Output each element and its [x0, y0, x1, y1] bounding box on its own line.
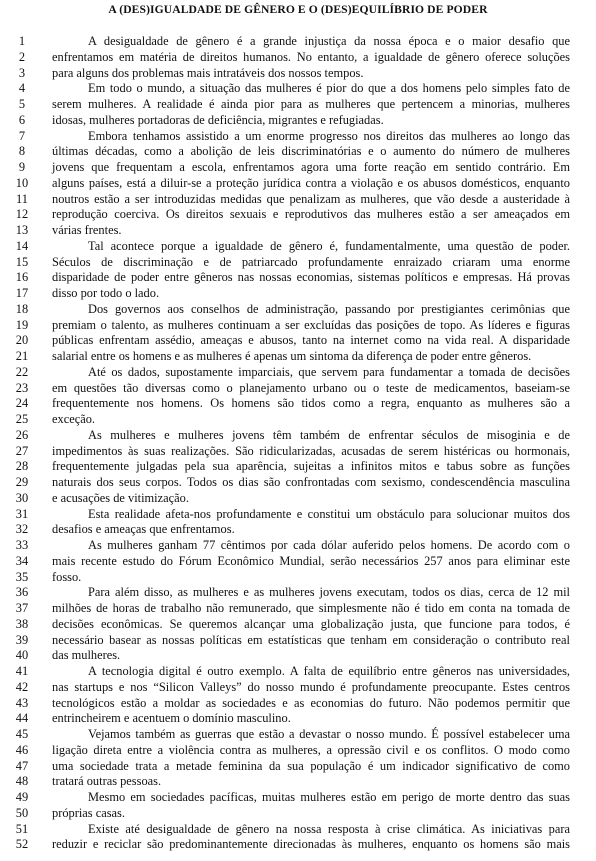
text-line — [0, 743, 596, 759]
line-text: próprias casas. — [52, 805, 125, 820]
line-text: para alguns dos problemas mais intratáveis dos nossos tempos. — [52, 65, 364, 80]
line-text: As mulheres e mulheres jovens têm também de enfrentar séculos de misoginia e de — [88, 427, 570, 442]
text-line — [0, 129, 596, 145]
text-line — [0, 412, 596, 428]
text-line — [0, 837, 596, 853]
line-number: 41 — [15, 664, 29, 678]
line-text: nas startups e nos “Silicon Valleys” do nosso mundo é profundamente preocupante. Estes centros — [52, 679, 570, 694]
line-text: entrincheirem e acentuem o domínio masculino. — [52, 711, 291, 726]
line-number: 23 — [15, 380, 29, 395]
line-number: 5 — [18, 97, 26, 111]
line-text: A tecnologia digital é outro exemplo. A falta de equilíbrio entre gêneros nas universidades, — [88, 664, 570, 678]
line-number: 12 — [15, 207, 29, 222]
text-line — [0, 790, 596, 806]
line-number: 27 — [15, 443, 29, 458]
line-text: A desigualdade de gênero é a grande injustiça da nossa época e o maior desafio que — [88, 34, 570, 48]
text-line — [0, 711, 596, 727]
text-line — [0, 696, 596, 712]
text-line — [0, 601, 596, 617]
line-number: 44 — [15, 711, 29, 726]
text-line — [0, 538, 596, 554]
line-text: As mulheres ganham 77 cêntimos por cada dólar auferido pelos homens. De acordo com o — [88, 538, 570, 552]
line-text: em questões tão diversas como o planejamento urbano ou o teste de medicamentos, baseiam-se — [52, 380, 570, 395]
line-number: 21 — [15, 349, 29, 363]
line-number: 24 — [15, 396, 29, 411]
line-text: naturais dos seus corpos. Todos os dias são confrontadas com sexismo, condescendência masculina — [52, 475, 570, 489]
text-line — [0, 633, 596, 649]
text-line — [0, 727, 596, 743]
line-text: tratará outras pessoas. — [52, 774, 162, 789]
line-text: Existe até desigualdade de gênero na nossa resposta à crise climática. As iniciativas para — [88, 821, 570, 836]
line-number: 45 — [15, 727, 29, 741]
line-text: alguns países, está a diluir-se a proteção jurídica contra a violação e os abusos domésticos, enquanto — [52, 175, 570, 190]
line-number: 7 — [18, 128, 26, 143]
line-number: 36 — [15, 585, 29, 600]
line-text: mais recente estudo do Fórum Econômico Mundial, serão necessários 257 anos para eliminar este — [52, 553, 570, 568]
text-line — [0, 822, 596, 838]
line-number: 50 — [15, 805, 29, 820]
line-number: 49 — [15, 790, 29, 804]
line-number: 38 — [15, 616, 29, 631]
text-line — [0, 34, 596, 50]
line-text: públicas enfrentam assédio, ameaças e abusos, tanto na internet como na vida real. A disparidade — [52, 333, 570, 348]
line-text: das mulheres. — [52, 648, 121, 663]
text-line — [0, 806, 596, 822]
line-number: 42 — [15, 679, 29, 694]
line-number: 26 — [15, 427, 29, 442]
text-line — [0, 144, 596, 160]
text-line — [0, 97, 596, 113]
line-text: frequentemente julgadas pela sua aparência, sujeitas a infinitos mitos e tabus sobre as funções — [52, 459, 570, 474]
text-line — [0, 522, 596, 538]
line-number: 22 — [15, 364, 29, 379]
line-text: impedimentos às suas realizações. São ridicularizadas, acusadas de serem histéricas ou hormonais, — [52, 443, 570, 458]
line-text: premiam o talento, as mulheres continuam a ser excluídas das posições de topo. As líderes e figuras — [52, 317, 570, 332]
line-text: serem mulheres. A realidade é ainda pior para as mulheres que pertencem a minorias, mulheres — [52, 97, 570, 111]
line-text: noutros estão a ser introduzidas medidas que penalizam as mulheres, que vão desde a austeridade à — [52, 191, 570, 206]
line-number: 4 — [18, 81, 26, 96]
text-line — [0, 223, 596, 239]
line-number: 20 — [15, 333, 29, 348]
line-number: 9 — [18, 160, 26, 174]
line-text: frequentemente nos homens. Os homens são tidos como a regra, enquanto as mulheres são a — [52, 396, 570, 411]
line-number: 14 — [15, 238, 29, 253]
line-text: e acusações de vitimização. — [52, 490, 189, 505]
line-text: salarial entre os homens e as mulheres é apenas um sintoma da diferença de poder entre gêneros. — [52, 349, 532, 363]
line-text: disparidade de poder entre gêneros nas nossas economias, sistemas políticos e empresas. Há provas — [52, 270, 570, 285]
page-title: A (DES)IGUALDADE DE GÊNERO E O (DES)EQUILÍBRIO DE PODER — [108, 3, 488, 16]
text-line — [0, 396, 596, 412]
line-number: 34 — [15, 553, 29, 568]
line-number: 11 — [16, 191, 28, 206]
text-line — [0, 176, 596, 192]
line-number: 33 — [15, 538, 29, 552]
line-number: 31 — [15, 506, 29, 521]
line-text: ligação direta entre a violência contra as mulheres, a opressão civil e os conflitos. O modo como — [52, 742, 570, 757]
line-number: 2 — [18, 49, 26, 64]
text-line — [0, 617, 596, 633]
text-line — [0, 81, 596, 97]
line-number: 8 — [18, 144, 26, 159]
text-line — [0, 428, 596, 444]
line-text: fosso. — [52, 569, 82, 584]
text-line — [0, 648, 596, 664]
line-text: Até os dados, supostamente imparciais, que servem para fundamentar a tomada de decisões — [88, 364, 570, 379]
text-line — [0, 459, 596, 475]
text-line — [0, 381, 596, 397]
line-number: 16 — [15, 270, 29, 285]
text-body — [0, 34, 596, 853]
line-number: 13 — [15, 223, 29, 237]
line-number: 32 — [15, 522, 29, 537]
text-line — [0, 255, 596, 271]
text-line — [0, 160, 596, 176]
line-text: Em todo o mundo, a situação das mulheres é pior do que a dos homens pelo simples fato de — [88, 81, 570, 96]
text-line — [0, 664, 596, 680]
text-line — [0, 318, 596, 334]
line-text: desafios e ameaças que enfrentamos. — [52, 522, 235, 537]
text-line — [0, 507, 596, 523]
line-number: 51 — [15, 821, 29, 836]
text-line — [0, 286, 596, 302]
line-number: 19 — [15, 317, 29, 332]
text-line — [0, 113, 596, 129]
text-line — [0, 270, 596, 286]
text-line — [0, 333, 596, 349]
line-text: Para além disso, as mulheres e as mulheres jovens executam, todos os dias, cerca de 12 mil — [88, 585, 570, 600]
line-number: 52 — [15, 837, 29, 852]
text-line — [0, 554, 596, 570]
text-line — [0, 475, 596, 491]
line-number: 30 — [15, 490, 29, 505]
line-number: 1 — [18, 34, 26, 48]
text-line — [0, 302, 596, 318]
line-text: necessário basear as nossas políticas em estatísticas que tenham em consideração o contributo real — [52, 632, 570, 647]
line-number: 47 — [15, 758, 29, 773]
line-text: Tal acontece porque a igualdade de gênero é, fundamentalmente, uma questão de poder. — [88, 238, 570, 253]
text-line — [0, 239, 596, 255]
line-text: uma sociedade trata a metade feminina da sua população é um indicador significativo de como — [52, 758, 570, 773]
line-number: 3 — [18, 65, 26, 80]
line-number: 37 — [15, 601, 29, 615]
text-line — [0, 570, 596, 586]
line-text: Esta realidade afeta-nos profundamente e constitui um obstáculo para solucionar muitos dos — [88, 506, 570, 521]
text-line — [0, 680, 596, 696]
line-number: 48 — [15, 774, 29, 789]
line-number: 35 — [15, 569, 29, 584]
line-text: Séculos de discriminação e de patriarcado profundamente enraizado criaram uma enorme — [52, 254, 570, 269]
text-line — [0, 50, 596, 66]
line-number: 25 — [15, 412, 29, 426]
line-number: 39 — [15, 632, 29, 647]
line-text: milhões de horas de trabalho não remunerado, que simplesmente não é tido em conta na tomada de — [52, 601, 570, 615]
line-number: 15 — [15, 254, 29, 269]
line-text: Dos governos aos conselhos de administração, passando por prestigiantes cerimônias que — [88, 301, 570, 316]
line-number: 28 — [15, 459, 29, 474]
text-line — [0, 349, 596, 365]
line-text: tecnológicos estão a moldar as sociedades e as economias do futuro. Não podemos permitir que — [52, 695, 570, 710]
line-text: idosas, mulheres portadoras de deficiência, migrantes e refugiadas. — [52, 112, 384, 127]
line-text: várias frentes. — [52, 223, 122, 237]
line-text: reprodução coerciva. Os direitos sexuais e reprodutivos das mulheres estão a ser ameaçados em — [52, 207, 570, 222]
text-line — [0, 207, 596, 223]
line-text: decisões econômicas. Se queremos alcançar uma globalização justa, que funcione para todos, é — [52, 616, 570, 631]
text-line — [0, 759, 596, 775]
text-line — [0, 444, 596, 460]
line-text: jovens que frequentam a escola, enfrentamos agora uma forte reação em sentido contrário. Em — [52, 160, 570, 174]
line-text: enfrentamos em matéria de direitos humanos. No entanto, a igualdade de gênero oferece soluções — [52, 49, 570, 64]
line-text: últimas décadas, como a abolição de leis discriminatórias e o aumento do número de mulheres — [52, 144, 570, 159]
text-line — [0, 192, 596, 208]
text-line — [0, 774, 596, 790]
line-text: exceção. — [52, 412, 95, 426]
text-line — [0, 491, 596, 507]
line-number: 43 — [15, 695, 29, 710]
line-number: 46 — [15, 742, 29, 757]
text-line — [0, 365, 596, 381]
line-number: 18 — [15, 301, 29, 316]
line-number: 10 — [15, 175, 29, 190]
line-number: 6 — [18, 112, 26, 127]
line-text: Vejamos também as guerras que estão a devastar o nosso mundo. É possível estabelecer uma — [88, 727, 570, 741]
line-text: Mesmo em sociedades pacíficas, muitas mulheres estão em perigo de morte dentro das suas — [88, 790, 570, 804]
line-text: reduzir e reciclar são predominantemente direcionadas às mulheres, enquanto os homens são mais — [52, 837, 570, 852]
line-text: Embora tenhamos assistido a um enorme progresso nos direitos das mulheres ao longo das — [88, 128, 570, 143]
line-number: 29 — [15, 475, 29, 489]
line-number: 17 — [15, 286, 29, 300]
line-number: 40 — [15, 648, 29, 663]
text-line — [0, 66, 596, 82]
text-line — [0, 585, 596, 601]
line-text: disso por todo o lado. — [52, 286, 160, 300]
